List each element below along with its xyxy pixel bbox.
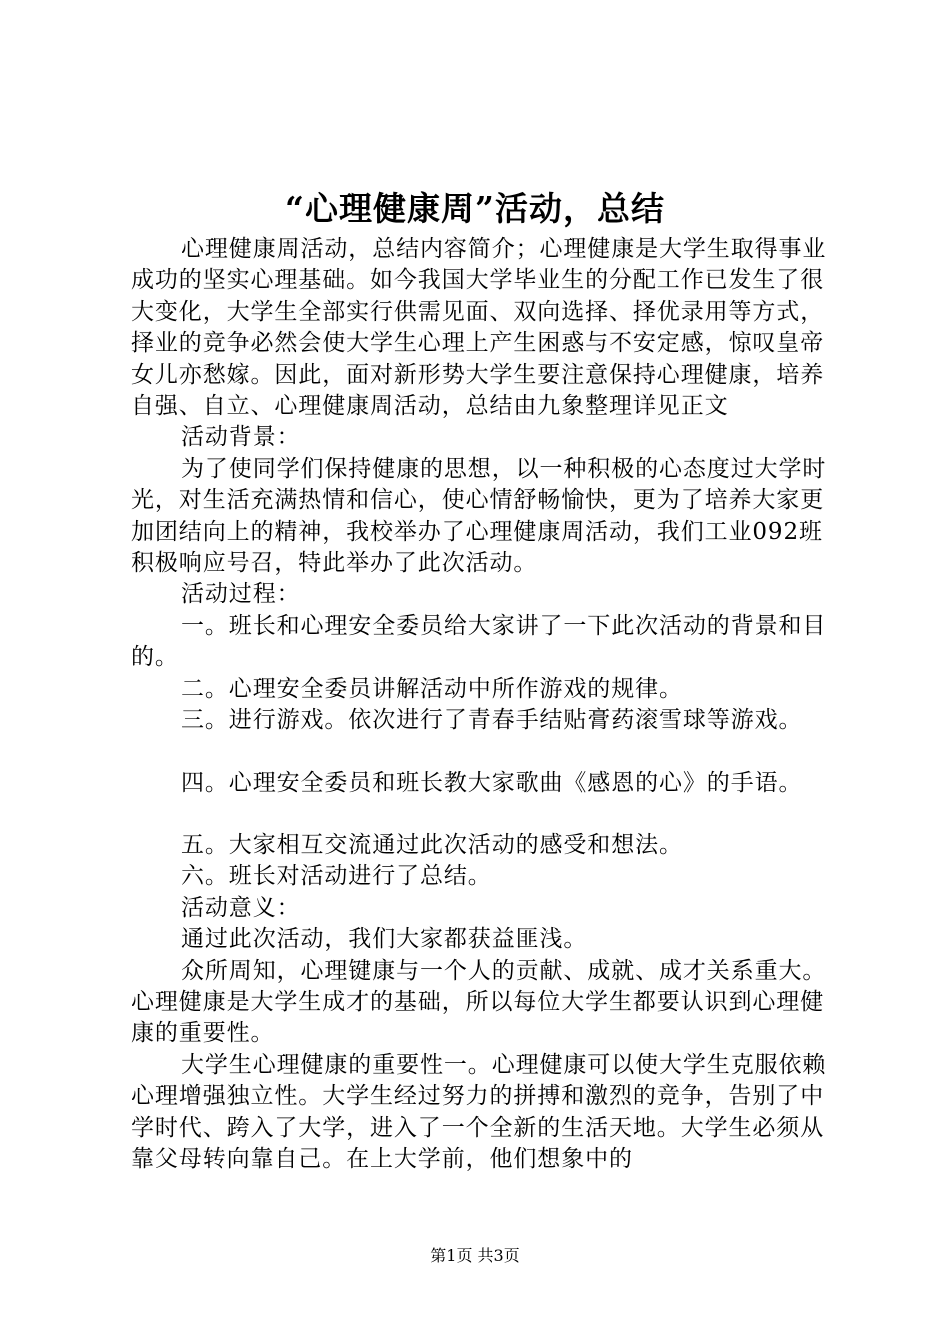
process-step-1: 一。班长和心理安全委员给大家讲了一下此次活动的背景和目的。 — [131, 612, 827, 671]
paragraph-background: 为了使同学们保持健康的思想，以一种积极的心态度过大学时光，对生活充满热情和信心，使心情舒畅愉快，更为了培养大家更加团结向上的精神，我校举办了心理健康周活动，我们工业092班积极响应号召，特此举办了此次活动。 — [131, 455, 827, 577]
page-number: 第1页 共3页 — [430, 1246, 520, 1265]
document-title: “心理健康周”活动，总结 — [285, 189, 665, 228]
paragraph-benefit: 通过此次活动，我们大家都获益匪浅。 — [181, 926, 588, 953]
process-step-5: 五。大家相互交流通过此次活动的感受和想法。 — [181, 831, 683, 858]
heading-background: 活动背景： — [181, 424, 301, 451]
paragraph-independence: 大学生心理健康的重要性一。心理健康可以使大学生克服依赖心理增强独立性。大学生经过努力的拼搏和激烈的竞争，告别了中学时代、跨入了大学，进入了一个全新的生活天地。大学生必须从靠父母转向靠自己。在上大学前，他们想象中的 — [131, 1051, 827, 1172]
paragraph-intro: 心理健康周活动，总结内容简介；心理健康是大学生取得事业成功的坚实心理基础。如今我国大学毕业生的分配工作已发生了很大变化，大学生全部实行供需见面、双向选择、择优录用等方式，择业的竞争必然会使大学生心理上产生困惑与不安定感，惊叹皇帝女儿亦愁嫁。因此，面对新形势大学生要注意保持心理健康，培养自强、自立、心理健康周活动，总结由九象整理详见正文 — [131, 236, 827, 420]
paragraph-importance: 众所周知，心理键康与一个人的贡献、成就、成才关系重大。心理健康是大学生成才的基础，所以每位大学生都要认识到心理健康的重要性。 — [131, 957, 827, 1047]
process-step-6: 六。班长对活动进行了总结。 — [181, 863, 492, 890]
heading-significance: 活动意义： — [181, 894, 301, 921]
process-step-4: 四。心理安全委员和班长教大家歌曲《感恩的心》的手语。 — [181, 769, 803, 796]
process-step-2: 二。心理安全委员讲解活动中所作游戏的规律。 — [181, 675, 683, 702]
document-body — [131, 234, 831, 1175]
process-step-3: 三。进行游戏。依次进行了青春手结贴膏药滚雪球等游戏。 — [181, 707, 803, 734]
heading-process: 活动过程： — [181, 581, 301, 608]
